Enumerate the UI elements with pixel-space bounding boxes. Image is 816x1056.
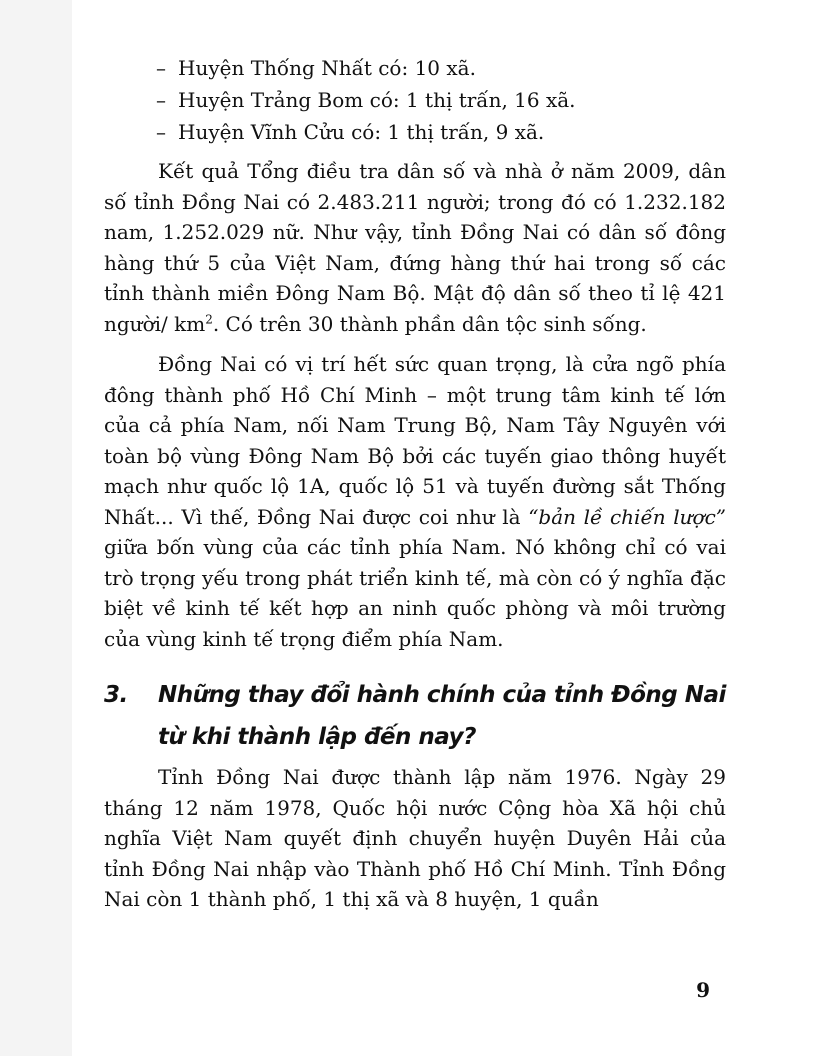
population-paragraph — [104, 156, 726, 339]
location-text: Đồng Nai có vị trí hết sức quan trọng, là cửa ngõ phía đông thành phố Hồ Chí Minh – một trung tâm kinh tế lớn của cả phía Nam, nối Nam Trung Bộ, Nam Tây Nguyên với toàn bộ vùng Đông Nam Bộ bởi các tuyến giao thông huyết mạch như quốc lộ 1A, quốc lộ 51 và tuyến đường sắt Thống Nhất... Vì thế, Đồng Nai được coi như là — [104, 352, 726, 529]
bullet-dash: – — [156, 120, 166, 144]
superscript: 2 — [205, 311, 213, 326]
list-item-text: Huyện Trảng Bom có: 1 thị trấn, 16 xã. — [178, 88, 576, 112]
page-gutter — [0, 0, 72, 1056]
list-item-text: Huyện Thống Nhất có: 10 xã. — [178, 56, 476, 80]
location-text-end: giữa bốn vùng của các tỉnh phía Nam. Nó không chỉ có vai trò trọng yếu trong phát triển kinh tế, mà còn có ý nghĩa đặc biệt về kinh tế kết hợp an ninh quốc phòng và môi trường của vùng kinh tế trọng điểm phía Nam. — [104, 535, 726, 651]
emphasis-quote: “bản lề chiến lược” — [528, 504, 726, 529]
list-item — [104, 84, 726, 116]
section-number: 3. — [104, 682, 128, 708]
page-number: 9 — [696, 978, 710, 1002]
bullet-dash: – — [156, 56, 166, 80]
section-heading — [104, 674, 726, 758]
location-paragraph — [104, 349, 726, 654]
list-item-text: Huyện Vĩnh Cửu có: 1 thị trấn, 9 xã. — [178, 120, 545, 144]
document-page — [104, 52, 726, 925]
district-list — [104, 52, 726, 148]
list-item — [104, 52, 726, 84]
history-paragraph: Tỉnh Đồng Nai được thành lập năm 1976. Ngày 29 tháng 12 năm 1978, Quốc hội nước Cộng hòa Xã hội chủ nghĩa Việt Nam quyết định chuyển huyện Duyên Hải của tỉnh Đồng Nai nhập vào Thành phố Hồ Chí Minh. Tỉnh Đồng Nai còn 1 thành phố, 1 thị xã và 8 huyện, 1 quần — [104, 765, 726, 911]
population-text-end: . Có trên 30 thành phần dân tộc sinh sống. — [212, 311, 647, 336]
bullet-dash: – — [156, 88, 166, 112]
population-text: Kết quả Tổng điều tra dân số và nhà ở năm 2009, dân số tỉnh Đồng Nai có 2.483.211 người; trong đó có 1.232.182 nam, 1.252.029 nữ. Như vậy, tỉnh Đồng Nai có dân số đông hàng thứ 5 của Việt Nam, đứng hàng thứ hai trong số các tỉnh thành miền Đông Nam Bộ. Mật độ dân số theo tỉ lệ 421 người/ km — [104, 159, 726, 336]
list-item — [104, 116, 726, 148]
section-title: Những thay đổi hành chính của tỉnh Đồng Nai từ khi thành lập đến nay? — [158, 682, 726, 750]
